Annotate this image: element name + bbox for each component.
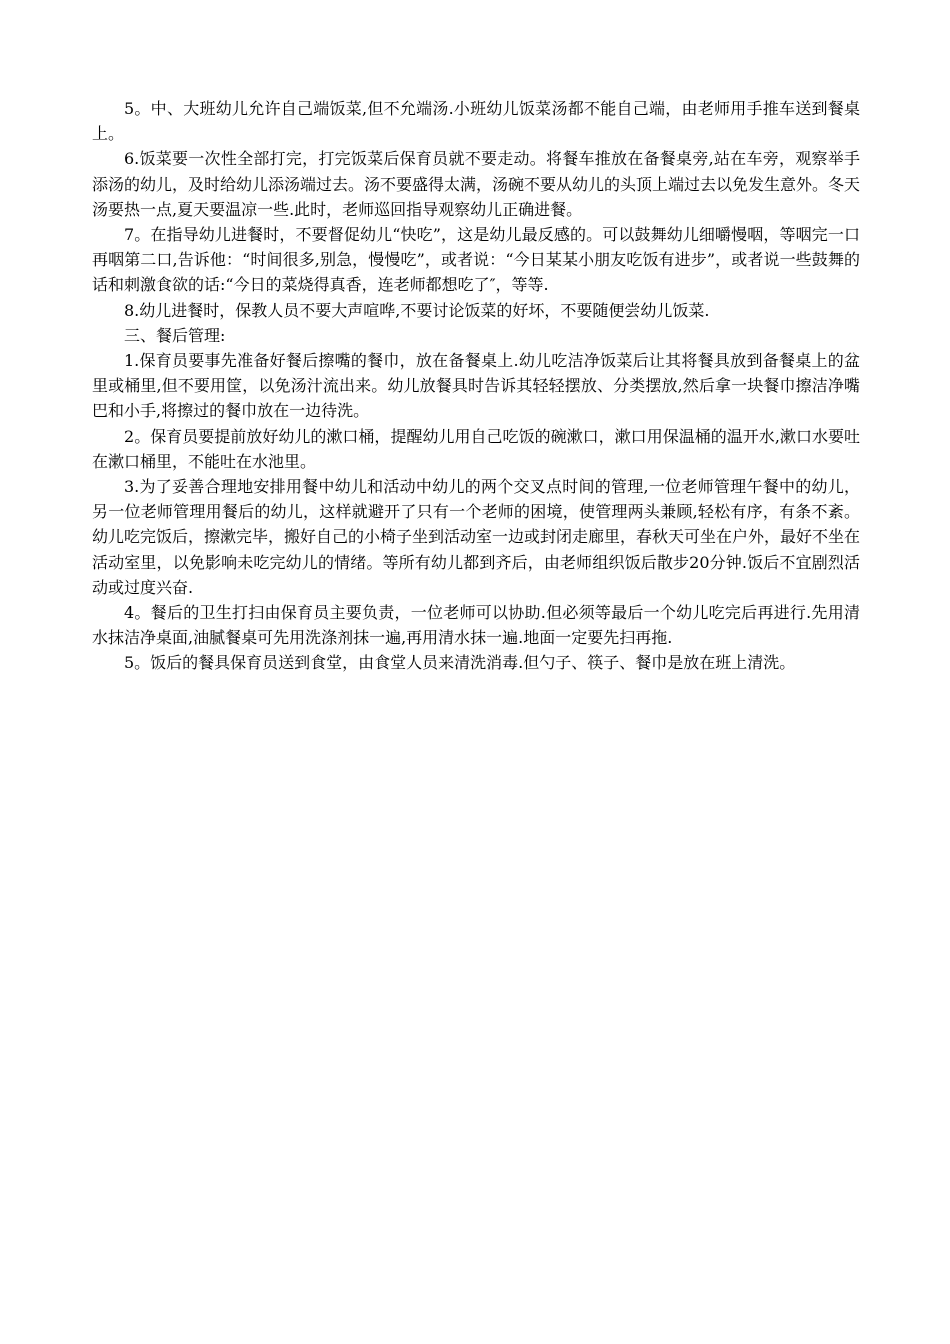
paragraph-tableware: 5。饭后的餐具保育员送到食堂，由食堂人员来清洗消毒.但勺子、筷子、餐巾是放在班上清洗。: [124, 653, 796, 673]
section-heading-after-meal: 三、餐后管理:: [124, 325, 226, 345]
paragraph-napkins: 1.保育员要事先准备好餐后擦嘴的餐巾，放在备餐桌上.幼儿吃洁净饭菜后让其将餐具放到备餐桌上的盆里或桶里,但不要用筐，以免汤汁流出来。幼儿放餐具时告诉其轻轻摆放、分类摆放,然后拿一块餐巾擦洁净嘴巴和小手,将擦过的餐巾放在一边待洗。: [92, 351, 860, 421]
paragraph-guiding-meal: 7。在指导幼儿进餐时，不要督促幼儿“快吃”，这是幼儿最反感的。可以鼓舞幼儿细嚼慢咽，等咽完一口再咽第二口,告诉他：“时间很多,别急，慢慢吃”，或者说：“今日某某小朋友吃饭有进步”，或者说一些鼓舞的话和刺激食欲的话:“今日的菜烧得真香，连老师都想吃了″，等等.: [92, 225, 860, 295]
document-page: [92, 96, 860, 676]
paragraph-serving-rules: 5。中、大班幼儿允许自己端饭菜,但不允端汤.小班幼儿饭菜汤都不能自己端，由老师用手推车送到餐桌上。: [92, 99, 860, 144]
paragraph-teacher-arrangement: 3.为了妥善合理地安排用餐中幼儿和活动中幼儿的两个交叉点时间的管理,一位老师管理午餐中的幼儿，另一位老师管理用餐后的幼儿，这样就避开了只有一个老师的困境，使管理两头兼顾,轻松有序，有条不紊。幼儿吃完饭后，擦漱完毕，搬好自己的小椅子坐到活动室一边或封闭走廊里，春秋天可坐在户外，最好不坐在活动室里，以免影响未吃完幼儿的情绪。等所有幼儿都到齐后，由老师组织饭后散步20分钟.饭后不宜剧烈活动或过度兴奋.: [92, 477, 861, 597]
paragraph-serving-once: 6.饭菜要一次性全部打完，打完饭菜后保育员就不要走动。将餐车推放在备餐桌旁,站在车旁，观察举手添汤的幼儿，及时给幼儿添汤端过去。汤不要盛得太满，汤碗不要从幼儿的头顶上端过去以免发生意外。冬天汤要热一点,夏天要温凉一些.此时，老师巡回指导观察幼儿正确进餐。: [92, 149, 861, 219]
paragraph-quiet-meal: 8.幼儿进餐时，保教人员不要大声喧哗,不要讨论饭菜的好坏，不要随便尝幼儿饭菜.: [124, 300, 710, 320]
paragraph-rinsing: 2。保育员要提前放好幼儿的漱口桶，提醒幼儿用自己吃饭的碗漱口，漱口用保温桶的温开水,漱口水要吐在漱口桶里，不能吐在水池里。: [92, 426, 860, 471]
paragraph-cleaning: 4。餐后的卫生打扫由保育员主要负责，一位老师可以协助.但必须等最后一个幼儿吃完后再进行.先用清水抹洁净桌面,油腻餐桌可先用洗涤剂抹一遍,再用清水抹一遍.地面一定要先扫再拖.: [92, 603, 860, 648]
